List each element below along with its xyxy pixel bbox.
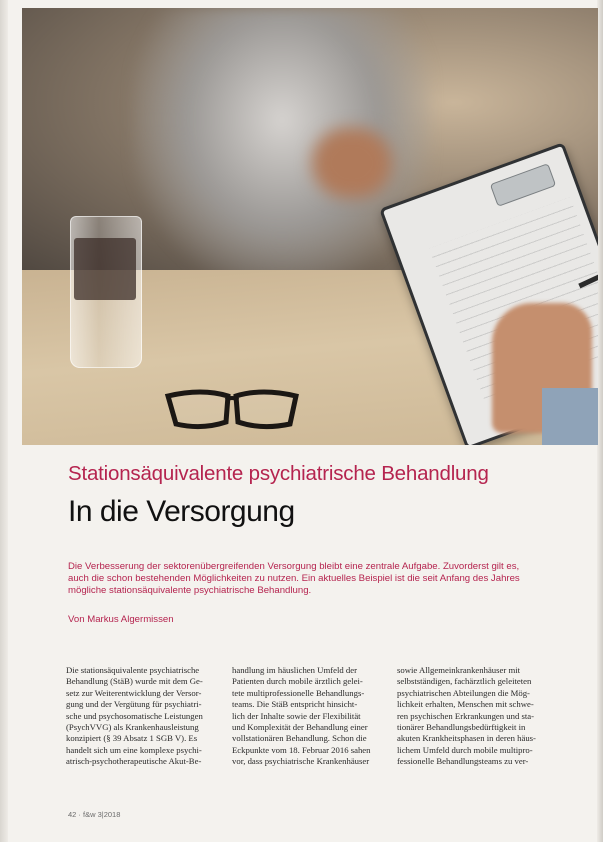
body-line: lichem Umfeld durch mobile multipro- [397, 744, 533, 755]
body-line: atrisch-psychotherapeutische Akut-Be- [66, 756, 202, 767]
article-byline: Von Markus Algermissen [68, 614, 174, 625]
body-line: Eckpunkte vom 18. Februar 2016 sahen [232, 744, 371, 755]
body-line: selbstständigen, fachärztlich geleiteten [397, 676, 532, 687]
body-line: gung und der Vergütung für psychiatri- [66, 699, 202, 710]
body-line: setz zur Weiterentwicklung der Versor- [66, 687, 202, 698]
body-line: Patienten durch mobile ärztlich gelei- [232, 676, 363, 687]
body-line: teams. Die StäB entspricht hinsicht- [232, 699, 358, 710]
photo-patient-hands [312, 128, 392, 198]
lead-line: Die Verbesserung der sektorenübergreifenden Versorgung bleibt eine zentrale Aufgabe. Zuvorderst gilt es, [68, 561, 520, 572]
body-line: tete multiprofessionelle Behandlungs- [232, 687, 365, 698]
page-edge-left [0, 0, 8, 842]
page-folio: 42 · f&w 3|2018 [68, 810, 121, 819]
body-line: sowie Allgemeinkrankenhäuser mit [397, 665, 521, 675]
body-line: tionärer Behandlungsbedürftigkeit in [397, 722, 526, 733]
article-title: In die Versorgung [68, 495, 295, 528]
body-line: psychiatrischen Abteilungen die Mög- [397, 687, 530, 698]
lead-line: mögliche stationsäquivalente psychiatrische Behandlung. [68, 585, 312, 597]
body-line: und Komplexität der Behandlung einer [232, 722, 368, 733]
body-column-1 [66, 665, 214, 768]
body-line: konzipiert (§ 39 Absatz 1 SGB V). Es [66, 733, 198, 744]
body-line: vollstationären Behandlung. Schon die [232, 733, 367, 744]
body-line: Die stationsäquivalente psychiatrische [66, 665, 200, 675]
eyeglasses-icon [162, 386, 302, 432]
body-column-3 [397, 665, 545, 768]
body-line: handlung im häuslichen Umfeld der [232, 665, 357, 675]
body-line: vor, dass psychiatrische Krankenhäuser [232, 756, 370, 767]
article-kicker: Stationsäquivalente psychiatrische Behandlung [68, 462, 489, 485]
lead-line: auch die schon bestehenden Möglichkeiten zu nutzen. Ein aktuelles Beispiel ist die seit Anfang des Jahres [68, 573, 520, 585]
photo-therapist-sleeve [542, 388, 598, 445]
body-line: Behandlung (StäB) wurde mit dem Ge- [66, 676, 203, 687]
body-line: handelt sich um eine komplexe psychi- [66, 744, 202, 755]
body-line: akuten Krankheitsphasen in deren häus- [397, 733, 536, 744]
body-line: lich der Inhalte sowie der Flexibilität [232, 710, 361, 721]
body-column-2 [232, 665, 380, 768]
article-lead [68, 561, 568, 598]
counseling-photo [22, 8, 598, 445]
body-line: ren psychischen Erkrankungen und sta- [397, 710, 535, 721]
body-line: sche und psychosomatische Leistungen [66, 710, 203, 721]
water-glass-liquid [74, 238, 136, 300]
body-line: (PsychVVG) als Krankenhausleistung [66, 722, 199, 733]
body-line: fessionelle Behandlungsteams zu ver- [397, 756, 529, 767]
body-line: lichkeit erhalten, Menschen mit schwe- [397, 699, 534, 710]
